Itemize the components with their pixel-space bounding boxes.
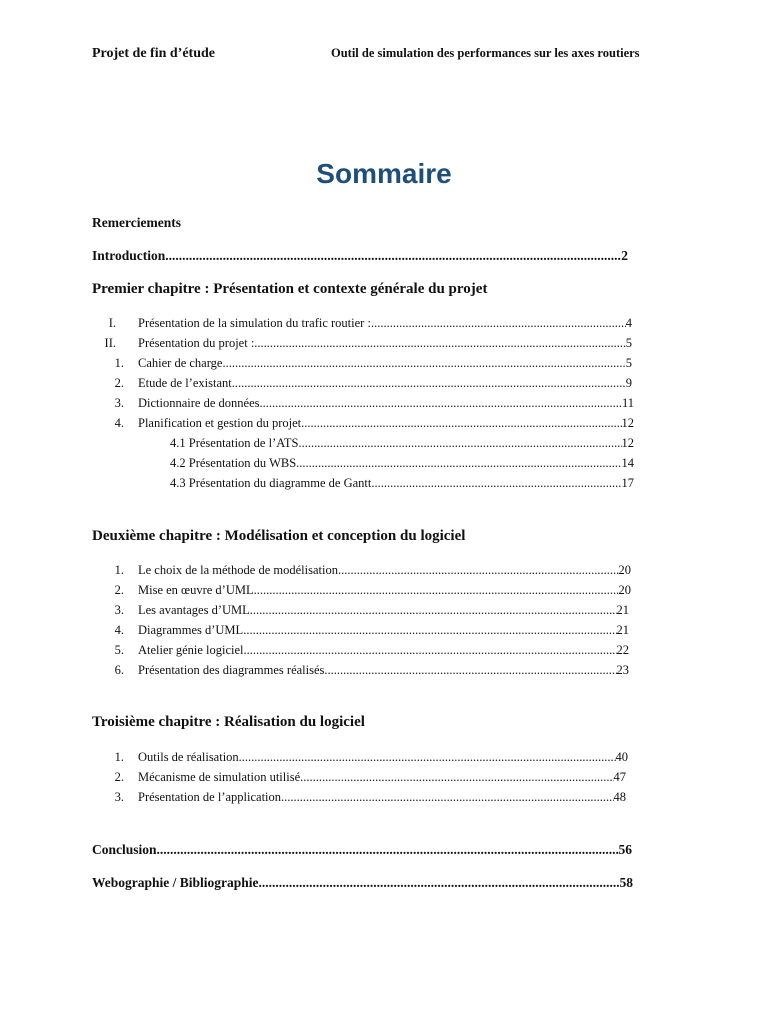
toc-page-number: 11 [621,396,634,410]
toc-page-number: 5 [625,336,632,350]
toc-item-number: 2. [114,376,124,390]
dot-leader [281,790,613,805]
dot-leader [298,436,621,451]
header-document-title: Outil de simulation des performances sur les axes routiers [331,46,640,60]
toc-item-number: I. [108,316,116,330]
toc-label: Outils de réalisation [138,750,239,764]
toc-label: Dictionnaire de données [138,396,260,410]
toc-subitem [170,476,634,491]
toc-item-number: 2. [114,583,124,597]
toc-item [138,663,629,678]
toc-item-number: 3. [114,790,124,804]
toc-item [138,316,632,331]
dot-leader [259,875,620,891]
toc-item [138,603,629,618]
toc-page-number: 4 [625,316,632,330]
toc-item [138,770,626,785]
toc-label: Diagrammes d’UML [138,623,244,637]
toc-page-number: 56 [618,842,632,857]
dot-leader [232,376,626,391]
toc-introduction [92,248,628,264]
toc-page-number: 23 [616,663,629,677]
toc-label: Présentation de la simulation du trafic routier : [138,316,371,330]
toc-remerciements: Remerciements [92,215,181,230]
toc-item [138,416,634,431]
toc-page-number: 5 [625,356,632,370]
toc-label: Conclusion [92,842,157,857]
toc-page-number: 12 [621,436,634,450]
toc-label: Planification et gestion du projet [138,416,302,430]
header-project-label: Projet de fin d’étude [92,46,215,61]
toc-item-number: 1. [114,750,124,764]
toc-item [138,356,632,371]
toc-item-number: 3. [114,603,124,617]
chapter-2-title: Deuxième chapitre : Modélisation et conception du logiciel [92,528,466,544]
toc-item-number: 3. [114,396,124,410]
dot-leader [324,663,616,678]
toc-label: 4.3 Présentation du diagramme de Gantt [170,476,372,490]
toc-page-number: 12 [621,416,634,430]
toc-item-number: 6. [114,663,124,677]
toc-page-number: 2 [621,248,628,263]
toc-bibliographie [92,875,633,891]
toc-page-number: 21 [616,603,629,617]
dot-leader [371,476,621,491]
page-title: Sommaire [316,158,452,189]
toc-item-number: 1. [114,356,124,370]
toc-item [138,376,632,391]
dot-leader [239,750,616,765]
toc-page-number: 9 [625,376,632,390]
toc-page-number: 17 [621,476,634,490]
dot-leader [300,770,613,785]
dot-leader [254,583,619,598]
toc-item-number: 4. [114,416,124,430]
toc-label: Cahier de charge [138,356,223,370]
toc-label: Mise en œuvre d’UML [138,583,254,597]
toc-item [138,396,634,411]
toc-item-number: 4. [114,623,124,637]
toc-label: Présentation des diagrammes réalisés [138,663,325,677]
toc-label: Introduction [92,248,166,263]
toc-label: Mécanisme de simulation utilisé [138,770,301,784]
toc-subitem [170,456,634,471]
toc-label: Présentation de l’application [138,790,282,804]
dot-leader [301,416,621,431]
toc-label: Webographie / Bibliographie [92,875,259,890]
dot-leader [254,336,625,351]
toc-conclusion [92,842,632,858]
dot-leader [338,563,619,578]
toc-item [138,643,629,658]
toc-label: Présentation du projet : [138,336,255,350]
dot-leader [371,316,626,331]
toc-page-number: 48 [613,790,626,804]
toc-label: 4.1 Présentation de l’ATS [170,436,299,450]
toc-page-number: 47 [613,770,626,784]
dot-leader [243,623,616,638]
toc-item-number: 2. [114,770,124,784]
dot-leader [250,603,617,618]
dot-leader [222,356,625,371]
toc-label: Les avantages d’UML [138,603,250,617]
toc-label: Atelier génie logiciel [138,643,244,657]
toc-item [138,336,632,351]
toc-label: Etude de l’existant [138,376,232,390]
toc-page-number: 58 [619,875,633,890]
dot-leader [165,248,621,264]
dot-leader [296,456,621,471]
chapter-1-title: Premier chapitre : Présentation et contexte générale du projet [92,281,488,297]
toc-page-number: 14 [621,456,634,470]
toc-label: 4.2 Présentation du WBS [170,456,297,470]
toc-item [138,623,629,638]
toc-item [138,563,631,578]
toc-item-number: 5. [114,643,124,657]
dot-leader [157,842,619,858]
toc-page-number: 20 [618,583,631,597]
toc-subitem [170,436,634,451]
dot-leader [244,643,617,658]
toc-item [138,750,628,765]
toc-item-number: II. [104,336,116,350]
toc-page-number: 40 [615,750,628,764]
toc-item [138,583,631,598]
toc-item [138,790,626,805]
toc-page-number: 22 [616,643,629,657]
dot-leader [259,396,621,411]
toc-page-number: 21 [616,623,629,637]
toc-item-number: 1. [114,563,124,577]
toc-label: Le choix de la méthode de modélisation [138,563,338,577]
toc-page-number: 20 [618,563,631,577]
chapter-3-title: Troisième chapitre : Réalisation du logiciel [92,714,365,730]
